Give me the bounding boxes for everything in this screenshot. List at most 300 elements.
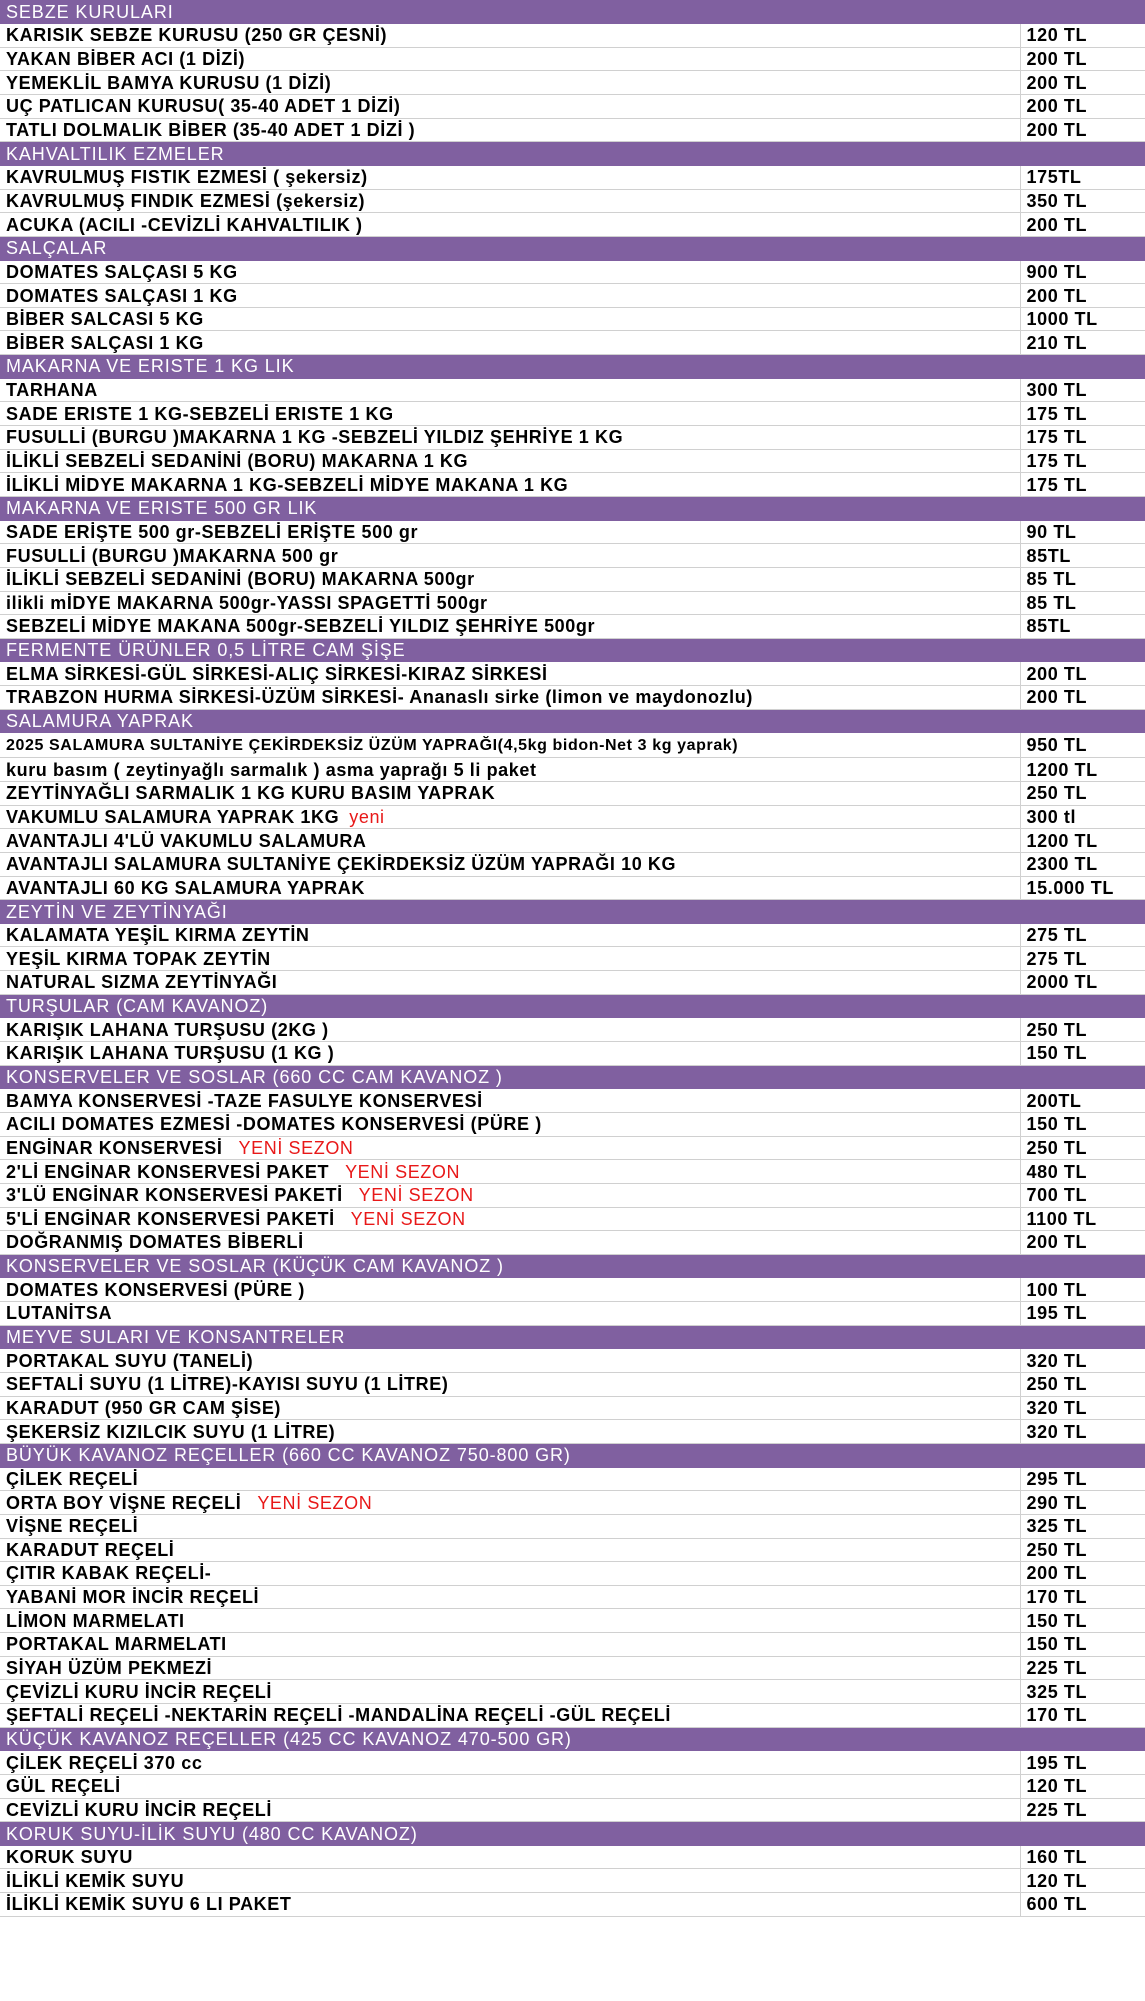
product-price: 250 TL — [1020, 1538, 1145, 1562]
product-name: KARISIK SEBZE KURUSU (250 GR ÇESNİ) — [6, 25, 388, 46]
product-row — [0, 189, 1145, 213]
product-name: CEVİZLİ KURU İNCİR REÇELİ — [6, 1799, 273, 1820]
section-header — [0, 1822, 1145, 1846]
product-row — [0, 1514, 1145, 1538]
section-title: FERMENTE ÜRÜNLER 0,5 LİTRE CAM ŞİŞE — [0, 638, 1145, 662]
section-title: MEYVE SULARI VE KONSANTRELER — [0, 1325, 1145, 1349]
product-name-cell — [0, 1656, 1020, 1680]
product-row — [0, 567, 1145, 591]
product-price: 150 TL — [1020, 1633, 1145, 1657]
section-title: KONSERVELER VE SOSLAR (KÜÇÜK CAM KAVANOZ ) — [0, 1254, 1145, 1278]
product-price: 320 TL — [1020, 1396, 1145, 1420]
product-row — [0, 1893, 1145, 1917]
product-row — [0, 591, 1145, 615]
product-price: 900 TL — [1020, 260, 1145, 284]
product-name-cell — [0, 1207, 1020, 1231]
product-name-cell — [0, 1633, 1020, 1657]
product-price: 700 TL — [1020, 1183, 1145, 1207]
section-title: BÜYÜK KAVANOZ REÇELLER (660 CC KAVANOZ 750-800 GR) — [0, 1443, 1145, 1467]
product-name-cell — [0, 71, 1020, 95]
product-row — [0, 449, 1145, 473]
product-name: ORTA BOY VİŞNE REÇELİ — [6, 1492, 242, 1513]
product-price: 210 TL — [1020, 331, 1145, 355]
product-row — [0, 782, 1145, 806]
product-row — [0, 1089, 1145, 1113]
product-name: VAKUMLU SALAMURA YAPRAK 1KG — [6, 806, 340, 827]
product-name-cell — [0, 1491, 1020, 1515]
product-name-cell — [0, 615, 1020, 639]
product-price: 195 TL — [1020, 1751, 1145, 1775]
product-name-cell — [0, 947, 1020, 971]
product-name: KAVRULMUŞ FINDIK EZMESİ (şekersiz) — [6, 190, 366, 211]
product-row — [0, 544, 1145, 568]
product-row — [0, 1538, 1145, 1562]
product-price: 200 TL — [1020, 1562, 1145, 1586]
product-name: İLİKLİ KEMİK SUYU — [6, 1870, 185, 1891]
product-row — [0, 1018, 1145, 1042]
product-row — [0, 426, 1145, 450]
product-row — [0, 1373, 1145, 1397]
product-price: 200 TL — [1020, 662, 1145, 686]
product-row — [0, 331, 1145, 355]
section-header — [0, 638, 1145, 662]
product-row — [0, 1585, 1145, 1609]
product-name: BİBER SALÇASI 1 KG — [6, 332, 204, 353]
product-price: 120 TL — [1020, 1869, 1145, 1893]
product-name: ELMA SİRKESİ-GÜL SİRKESİ-ALIÇ SİRKESİ-KIRAZ SİRKESİ — [6, 663, 548, 684]
product-name: NATURAL SIZMA ZEYTİNYAĞI — [6, 972, 278, 993]
product-price: 85 TL — [1020, 567, 1145, 591]
product-name-cell — [0, 520, 1020, 544]
product-name-cell — [0, 1042, 1020, 1066]
new-season-badge: YENİ SEZON — [238, 1137, 354, 1158]
product-row — [0, 1231, 1145, 1255]
product-name: ÇITIR KABAK REÇELİ- — [6, 1563, 212, 1584]
product-name-cell — [0, 189, 1020, 213]
product-name: İLİKLİ MİDYE MAKARNA 1 KG-SEBZELİ MİDYE MAKANA 1 KG — [6, 474, 569, 495]
product-row — [0, 118, 1145, 142]
product-name: ŞEFTALİ REÇELİ -NEKTARİN REÇELİ -MANDALİNA REÇELİ -GÜL REÇELİ — [6, 1705, 671, 1726]
product-name-cell — [0, 1089, 1020, 1113]
product-row — [0, 1609, 1145, 1633]
section-header — [0, 496, 1145, 520]
product-price: 85TL — [1020, 544, 1145, 568]
product-price: 350 TL — [1020, 189, 1145, 213]
product-name: İLİKLİ SEBZELİ SEDANİNİ (BORU) MAKARNA 1 KG — [6, 450, 469, 471]
product-price: 1100 TL — [1020, 1207, 1145, 1231]
product-name-cell — [0, 47, 1020, 71]
product-price: 200 TL — [1020, 1231, 1145, 1255]
product-row — [0, 1420, 1145, 1444]
product-price: 200 TL — [1020, 47, 1145, 71]
product-name-cell — [0, 1609, 1020, 1633]
product-name-cell — [0, 1018, 1020, 1042]
product-name-cell — [0, 1136, 1020, 1160]
product-name: YAKAN BİBER ACI (1 DİZİ) — [6, 49, 246, 70]
section-header — [0, 1727, 1145, 1751]
product-price: 600 TL — [1020, 1893, 1145, 1917]
product-name: FUSULLİ (BURGU )MAKARNA 500 gr — [6, 545, 339, 566]
product-name: 2'Lİ ENGİNAR KONSERVESİ PAKET — [6, 1161, 330, 1182]
product-name-cell — [0, 449, 1020, 473]
product-name-cell — [0, 1798, 1020, 1822]
product-price: 160 TL — [1020, 1845, 1145, 1869]
product-price: 170 TL — [1020, 1585, 1145, 1609]
product-row — [0, 402, 1145, 426]
product-name-cell — [0, 1893, 1020, 1917]
product-name-cell — [0, 165, 1020, 189]
product-name-cell — [0, 1585, 1020, 1609]
product-row — [0, 95, 1145, 119]
product-name: KORUK SUYU — [6, 1847, 134, 1868]
product-name: KARADUT REÇELİ — [6, 1539, 175, 1560]
section-title: SALÇALAR — [0, 236, 1145, 260]
product-name: 5'Lİ ENGİNAR KONSERVESİ PAKETİ — [6, 1208, 335, 1229]
product-name-cell — [0, 1751, 1020, 1775]
product-price: 175 TL — [1020, 426, 1145, 450]
product-name-cell — [0, 1112, 1020, 1136]
new-season-badge: YENİ SEZON — [257, 1492, 373, 1513]
product-price: 175 TL — [1020, 402, 1145, 426]
product-name: LUTANİTSA — [6, 1303, 113, 1324]
product-price: 200 TL — [1020, 686, 1145, 710]
product-name: SEBZELİ MİDYE MAKANA 500gr-SEBZELİ YILDIZ ŞEHRİYE 500gr — [6, 616, 596, 637]
product-row — [0, 923, 1145, 947]
product-row — [0, 1349, 1145, 1373]
product-name-cell — [0, 260, 1020, 284]
product-name: ZEYTİNYAĞLI SARMALIK 1 KG KURU BASIM YAPRAK — [6, 783, 496, 804]
product-row — [0, 1845, 1145, 1869]
product-price: 250 TL — [1020, 1373, 1145, 1397]
new-season-badge: YENİ SEZON — [358, 1185, 474, 1206]
product-price: 300 tl — [1020, 805, 1145, 829]
section-header — [0, 709, 1145, 733]
product-name: AVANTAJLI SALAMURA SULTANİYE ÇEKİRDEKSİZ ÜZÜM YAPRAĞI 10 KG — [6, 854, 677, 875]
product-name-cell — [0, 1538, 1020, 1562]
product-name-cell — [0, 1349, 1020, 1373]
product-name-cell — [0, 1467, 1020, 1491]
product-name-cell — [0, 591, 1020, 615]
section-title: SALAMURA YAPRAK — [0, 709, 1145, 733]
section-header — [0, 1254, 1145, 1278]
product-name-cell — [0, 1774, 1020, 1798]
section-title: TURŞULAR (CAM KAVANOZ) — [0, 994, 1145, 1018]
product-name: YEMEKLİL BAMYA KURUSU (1 DİZİ) — [6, 72, 332, 93]
product-name: PORTAKAL SUYU (TANELİ) — [6, 1350, 254, 1371]
product-name: BİBER SALCASI 5 KG — [6, 309, 204, 330]
product-price: 950 TL — [1020, 733, 1145, 758]
product-name: SEFTALİ SUYU (1 LİTRE)-KAYISI SUYU (1 LİTRE) — [6, 1374, 449, 1395]
product-row — [0, 1869, 1145, 1893]
product-row — [0, 805, 1145, 829]
product-row — [0, 662, 1145, 686]
product-name: BAMYA KONSERVESİ -TAZE FASULYE KONSERVESİ — [6, 1090, 483, 1111]
product-price: 290 TL — [1020, 1491, 1145, 1515]
product-name: TARHANA — [6, 380, 98, 401]
product-row — [0, 307, 1145, 331]
product-name-cell — [0, 24, 1020, 48]
product-row — [0, 1680, 1145, 1704]
product-name: ACILI DOMATES EZMESİ -DOMATES KONSERVESİ (PÜRE ) — [6, 1114, 542, 1135]
product-name-cell — [0, 544, 1020, 568]
product-name: kuru basım ( zeytinyağlı sarmalık ) asma yaprağı 5 li paket — [6, 759, 537, 780]
product-name-cell — [0, 567, 1020, 591]
product-name-cell — [0, 1183, 1020, 1207]
product-name: ilikli mİDYE MAKARNA 500gr-YASSI SPAGETTİ 500gr — [6, 592, 488, 613]
product-price: 295 TL — [1020, 1467, 1145, 1491]
product-row — [0, 1112, 1145, 1136]
section-header — [0, 355, 1145, 379]
section-header — [0, 994, 1145, 1018]
product-row — [0, 1396, 1145, 1420]
product-name-cell — [0, 331, 1020, 355]
product-name: İLİKLİ KEMİK SUYU 6 LI PAKET — [6, 1894, 292, 1915]
product-price: 85 TL — [1020, 591, 1145, 615]
product-price: 120 TL — [1020, 1774, 1145, 1798]
product-price: 1200 TL — [1020, 758, 1145, 782]
product-name-cell — [0, 95, 1020, 119]
product-price: 2300 TL — [1020, 852, 1145, 876]
product-price: 1000 TL — [1020, 307, 1145, 331]
product-name-cell — [0, 876, 1020, 900]
section-header — [0, 142, 1145, 166]
product-name-cell — [0, 1514, 1020, 1538]
product-row — [0, 876, 1145, 900]
product-price: 170 TL — [1020, 1703, 1145, 1727]
product-name-cell — [0, 1373, 1020, 1397]
product-name-cell — [0, 213, 1020, 237]
product-price: 200 TL — [1020, 284, 1145, 308]
product-name: AVANTAJLI 4'LÜ VAKUMLU SALAMURA — [6, 830, 367, 851]
product-row — [0, 47, 1145, 71]
product-row — [0, 1467, 1145, 1491]
product-name: VİŞNE REÇELİ — [6, 1516, 139, 1537]
product-name-cell — [0, 378, 1020, 402]
product-price: 300 TL — [1020, 378, 1145, 402]
product-row — [0, 473, 1145, 497]
product-name-cell — [0, 1420, 1020, 1444]
product-name: PORTAKAL MARMELATI — [6, 1634, 227, 1655]
product-price: 90 TL — [1020, 520, 1145, 544]
product-name-cell — [0, 1680, 1020, 1704]
product-price: 200 TL — [1020, 118, 1145, 142]
product-price: 150 TL — [1020, 1042, 1145, 1066]
product-name-cell — [0, 473, 1020, 497]
new-season-badge: yeni — [349, 806, 385, 827]
product-price: 175TL — [1020, 165, 1145, 189]
product-price: 250 TL — [1020, 782, 1145, 806]
product-price: 150 TL — [1020, 1112, 1145, 1136]
product-name: ÇİLEK REÇELİ 370 cc — [6, 1752, 203, 1773]
product-row — [0, 1302, 1145, 1326]
product-name-cell — [0, 782, 1020, 806]
product-name: GÜL REÇELİ — [6, 1776, 121, 1797]
product-name: 2025 SALAMURA SULTANİYE ÇEKİRDEKSİZ ÜZÜM YAPRAĞI(4,5kg bidon-Net 3 kg yaprak) — [6, 737, 739, 755]
product-price: 15.000 TL — [1020, 876, 1145, 900]
new-season-badge: YENİ SEZON — [345, 1161, 461, 1182]
section-header — [0, 1325, 1145, 1349]
section-title: MAKARNA VE ERISTE 1 KG LIK — [0, 355, 1145, 379]
product-price: 195 TL — [1020, 1302, 1145, 1326]
section-header — [0, 236, 1145, 260]
product-row — [0, 284, 1145, 308]
product-name-cell — [0, 284, 1020, 308]
product-price: 225 TL — [1020, 1656, 1145, 1680]
product-row — [0, 1751, 1145, 1775]
section-title: KAHVALTILIK EZMELER — [0, 142, 1145, 166]
product-name-cell — [0, 805, 1020, 829]
product-row — [0, 213, 1145, 237]
product-price: 250 TL — [1020, 1136, 1145, 1160]
product-row — [0, 615, 1145, 639]
product-row — [0, 1633, 1145, 1657]
section-header — [0, 1065, 1145, 1089]
section-header — [0, 900, 1145, 924]
product-row — [0, 1703, 1145, 1727]
section-header — [0, 0, 1145, 24]
product-name-cell — [0, 829, 1020, 853]
product-name-cell — [0, 118, 1020, 142]
product-name: DOĞRANMIŞ DOMATES BİBERLİ — [6, 1232, 304, 1253]
product-name: ENGİNAR KONSERVESİ — [6, 1137, 223, 1158]
product-name-cell — [0, 402, 1020, 426]
product-name-cell — [0, 1278, 1020, 1302]
product-name-cell — [0, 1845, 1020, 1869]
product-name: FUSULLİ (BURGU )MAKARNA 1 KG -SEBZELİ YILDIZ ŞEHRİYE 1 KG — [6, 427, 624, 448]
product-row — [0, 1207, 1145, 1231]
product-name: KARIŞIK LAHANA TURŞUSU (1 KG ) — [6, 1043, 335, 1064]
product-price: 275 TL — [1020, 947, 1145, 971]
product-price: 320 TL — [1020, 1420, 1145, 1444]
product-price: 200 TL — [1020, 213, 1145, 237]
product-price: 175 TL — [1020, 449, 1145, 473]
section-header — [0, 1443, 1145, 1467]
product-row — [0, 260, 1145, 284]
product-row — [0, 1136, 1145, 1160]
product-name: İLİKLİ SEBZELİ SEDANİNİ (BORU) MAKARNA 500gr — [6, 569, 475, 590]
product-name: TRABZON HURMA SİRKESİ-ÜZÜM SİRKESİ- Ananaslı sirke (limon ve maydonozlu) — [6, 687, 753, 708]
product-name: KAVRULMUŞ FISTIK EZMESİ ( şekersiz) — [6, 167, 368, 188]
new-season-badge: YENİ SEZON — [350, 1208, 466, 1229]
section-title: KORUK SUYU-İLİK SUYU (480 CC KAVANOZ) — [0, 1822, 1145, 1846]
product-name: SADE ERİŞTE 500 gr-SEBZELİ ERİŞTE 500 gr — [6, 521, 419, 542]
product-price: 175 TL — [1020, 473, 1145, 497]
product-name-cell — [0, 426, 1020, 450]
product-name: DOMATES KONSERVESİ (PÜRE ) — [6, 1279, 305, 1300]
product-name-cell — [0, 733, 1020, 758]
product-row — [0, 1278, 1145, 1302]
product-name: KALAMATA YEŞİL KIRMA ZEYTİN — [6, 925, 310, 946]
section-title: MAKARNA VE ERISTE 500 GR LIK — [0, 496, 1145, 520]
product-name-cell — [0, 758, 1020, 782]
product-price: 325 TL — [1020, 1514, 1145, 1538]
product-name: DOMATES SALÇASI 5 KG — [6, 261, 238, 282]
section-title: KÜÇÜK KAVANOZ REÇELLER (425 CC KAVANOZ 470-500 GR) — [0, 1727, 1145, 1751]
product-name: ÇİLEK REÇELİ — [6, 1468, 139, 1489]
product-price: 120 TL — [1020, 24, 1145, 48]
product-row — [0, 71, 1145, 95]
product-price: 100 TL — [1020, 1278, 1145, 1302]
product-price: 1200 TL — [1020, 829, 1145, 853]
product-name-cell — [0, 1302, 1020, 1326]
product-row — [0, 971, 1145, 995]
product-name-cell — [0, 971, 1020, 995]
product-name: ŞEKERSİZ KIZILCIK SUYU (1 LİTRE) — [6, 1421, 336, 1442]
product-row — [0, 758, 1145, 782]
product-name: SİYAH ÜZÜM PEKMEZİ — [6, 1658, 213, 1679]
product-price: 200 TL — [1020, 71, 1145, 95]
product-name: KARIŞIK LAHANA TURŞUSU (2KG ) — [6, 1019, 329, 1040]
product-row — [0, 378, 1145, 402]
product-name-cell — [0, 1231, 1020, 1255]
product-name: ACUKA (ACILI -CEVİZLİ KAHVALTILIK ) — [6, 214, 363, 235]
product-price: 200 TL — [1020, 95, 1145, 119]
product-price: 2000 TL — [1020, 971, 1145, 995]
product-name: AVANTAJLI 60 KG SALAMURA YAPRAK — [6, 877, 365, 898]
product-name-cell — [0, 1160, 1020, 1184]
product-row — [0, 686, 1145, 710]
product-name: YEŞİL KIRMA TOPAK ZEYTİN — [6, 948, 271, 969]
product-row — [0, 165, 1145, 189]
section-title: KONSERVELER VE SOSLAR (660 CC CAM KAVANOZ ) — [0, 1065, 1145, 1089]
product-row — [0, 1042, 1145, 1066]
product-row — [0, 947, 1145, 971]
product-name-cell — [0, 1869, 1020, 1893]
product-row — [0, 1183, 1145, 1207]
product-row — [0, 24, 1145, 48]
product-name: UÇ PATLICAN KURUSU( 35-40 ADET 1 DİZİ) — [6, 96, 401, 117]
product-name-cell — [0, 686, 1020, 710]
section-title: SEBZE KURULARI — [0, 0, 1145, 24]
product-price: 200TL — [1020, 1089, 1145, 1113]
product-name: DOMATES SALÇASI 1 KG — [6, 285, 238, 306]
product-name-cell — [0, 923, 1020, 947]
product-name: KARADUT (950 GR CAM ŞİSE) — [6, 1397, 282, 1418]
product-name-cell — [0, 1396, 1020, 1420]
product-name: SADE ERISTE 1 KG-SEBZELİ ERISTE 1 KG — [6, 403, 394, 424]
product-row — [0, 852, 1145, 876]
product-row — [0, 733, 1145, 758]
product-name-cell — [0, 662, 1020, 686]
product-row — [0, 520, 1145, 544]
product-row — [0, 1562, 1145, 1586]
product-name: YABANİ MOR İNCİR REÇELİ — [6, 1587, 260, 1608]
product-name: 3'LÜ ENGİNAR KONSERVESİ PAKETİ — [6, 1185, 343, 1206]
product-name-cell — [0, 307, 1020, 331]
product-price: 250 TL — [1020, 1018, 1145, 1042]
product-price: 275 TL — [1020, 923, 1145, 947]
product-price: 325 TL — [1020, 1680, 1145, 1704]
product-price: 320 TL — [1020, 1349, 1145, 1373]
product-price: 150 TL — [1020, 1609, 1145, 1633]
product-row — [0, 1774, 1145, 1798]
product-row — [0, 1491, 1145, 1515]
product-price: 225 TL — [1020, 1798, 1145, 1822]
product-name-cell — [0, 1703, 1020, 1727]
product-row — [0, 1656, 1145, 1680]
product-name-cell — [0, 852, 1020, 876]
section-title: ZEYTİN VE ZEYTİNYAĞI — [0, 900, 1145, 924]
product-name-cell — [0, 1562, 1020, 1586]
product-name: TATLI DOLMALIK BİBER (35-40 ADET 1 DİZİ ) — [6, 120, 416, 141]
product-price: 85TL — [1020, 615, 1145, 639]
product-row — [0, 1798, 1145, 1822]
product-row — [0, 1160, 1145, 1184]
product-name: LİMON MARMELATI — [6, 1610, 185, 1631]
product-row — [0, 829, 1145, 853]
product-price: 480 TL — [1020, 1160, 1145, 1184]
product-name: ÇEVİZLİ KURU İNCİR REÇELİ — [6, 1681, 273, 1702]
